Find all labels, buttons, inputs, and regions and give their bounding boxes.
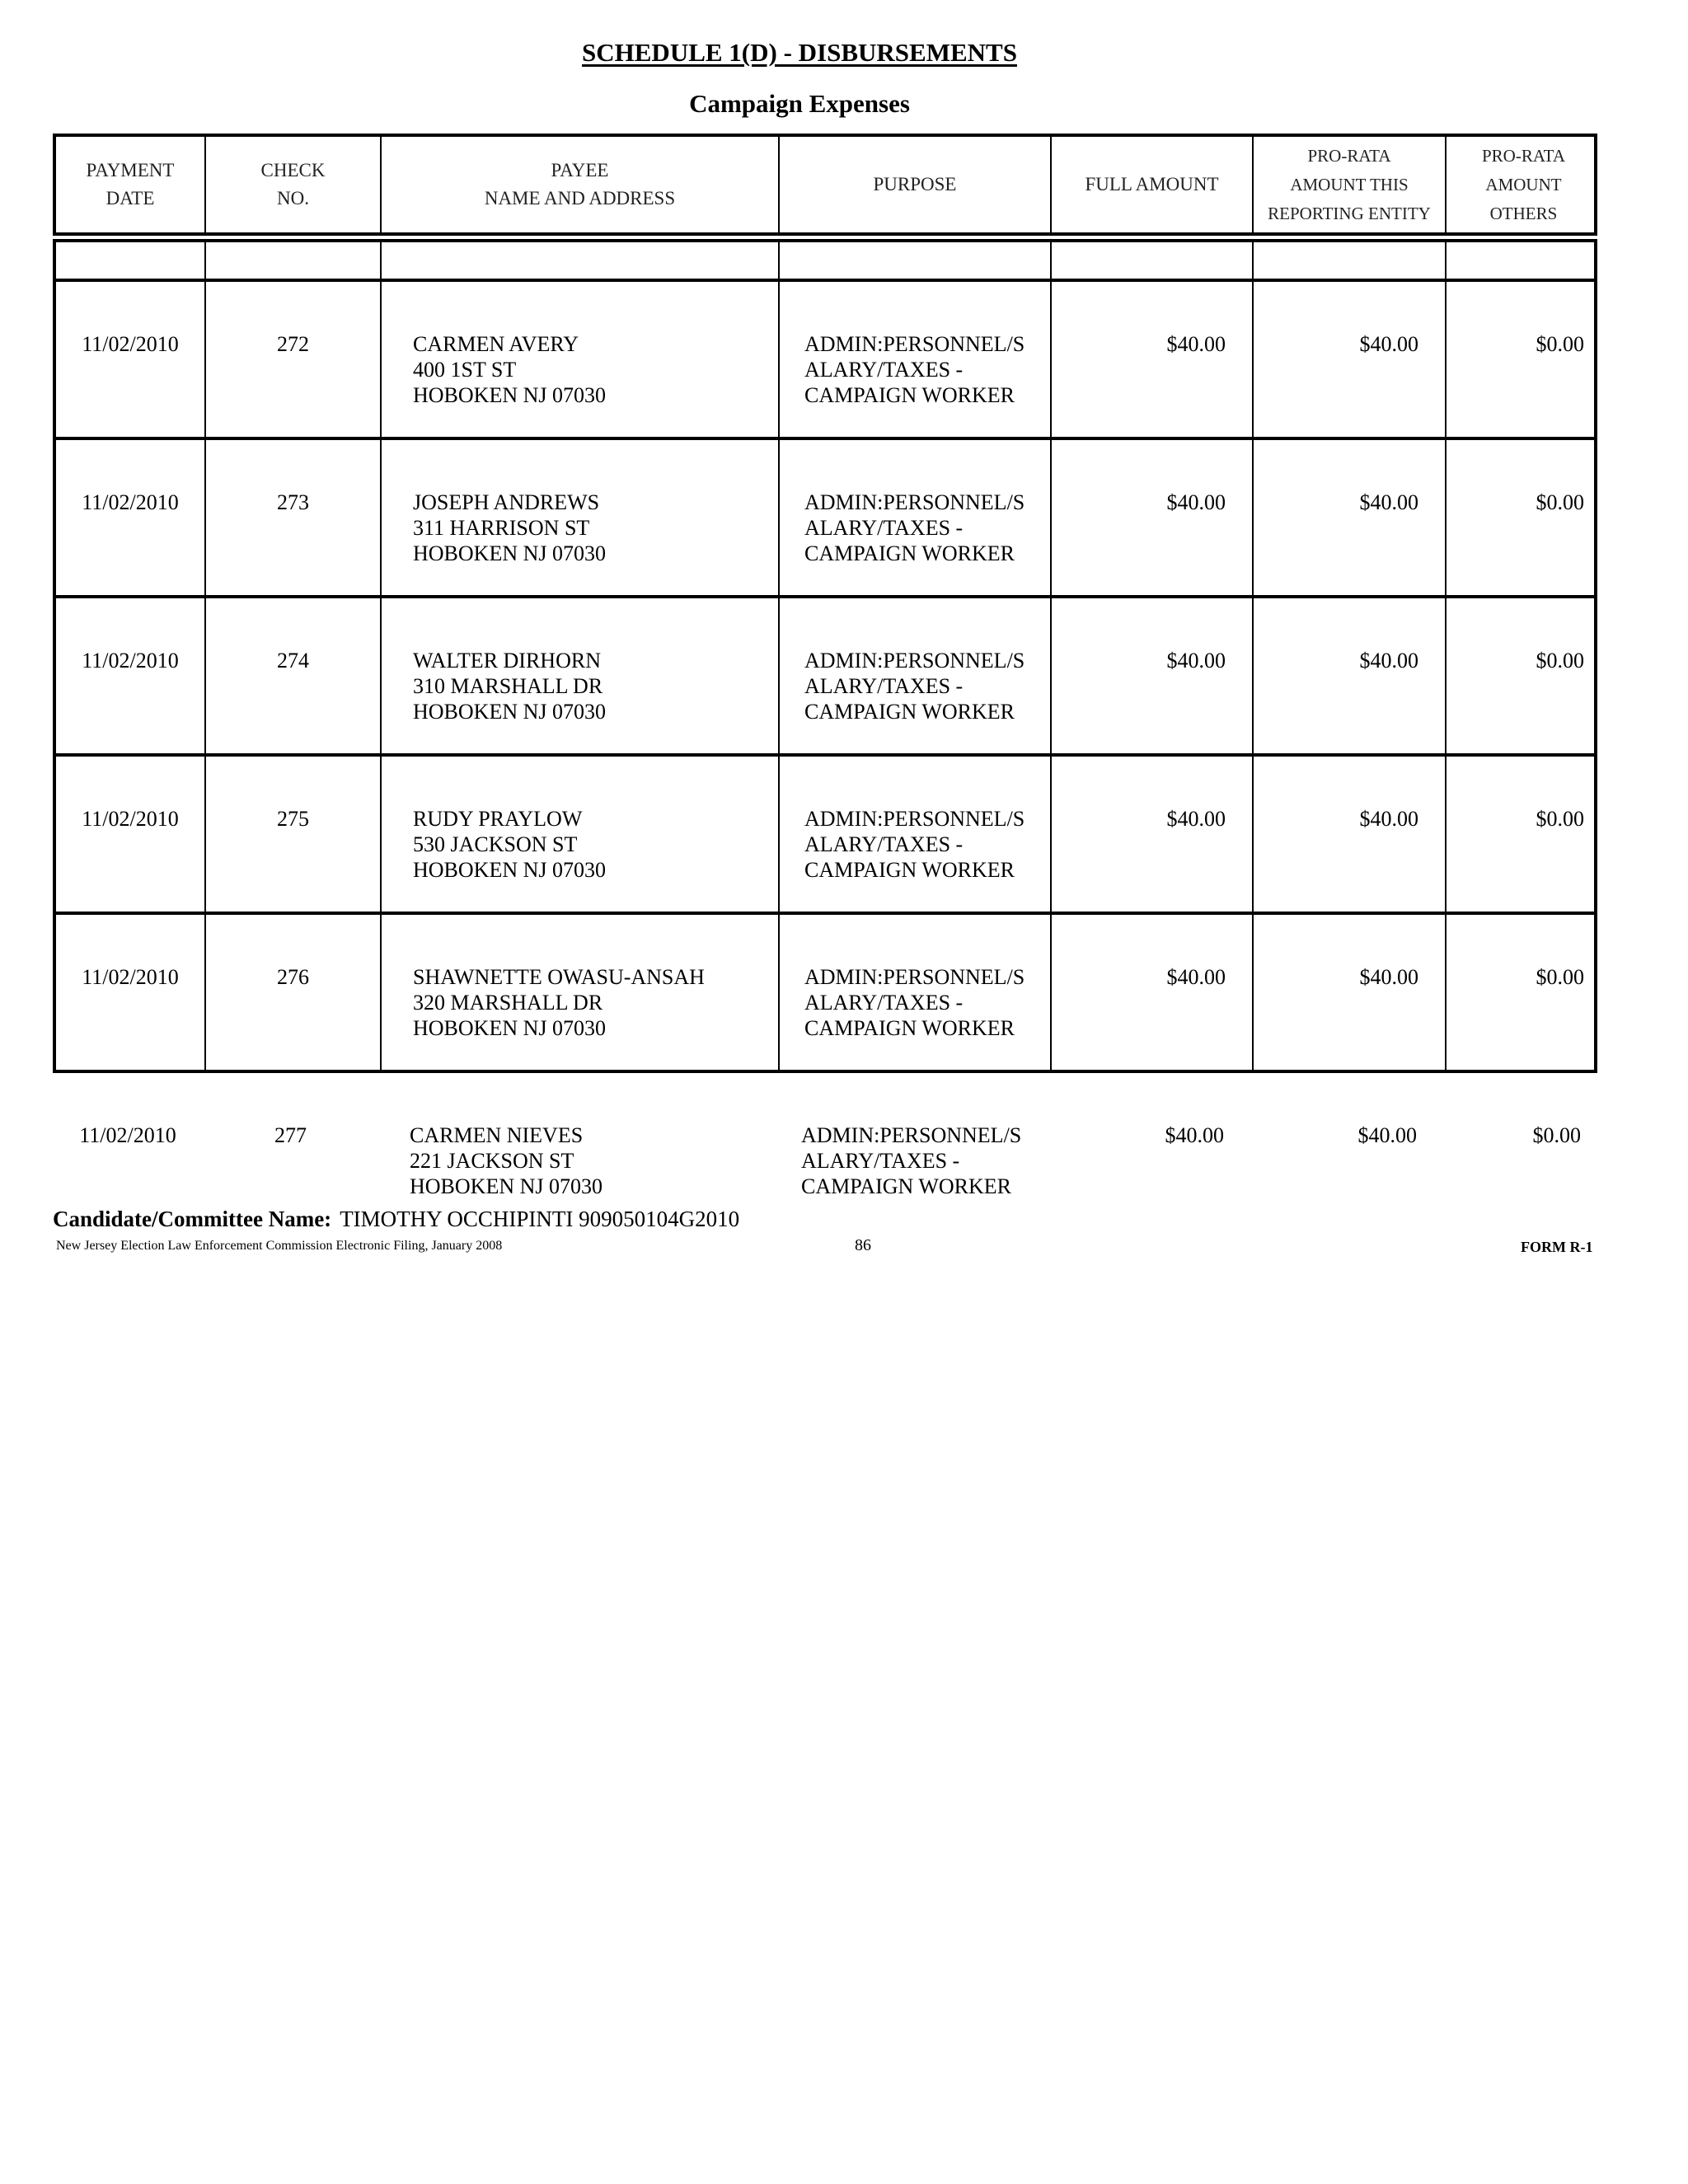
pro-rata-this-cell: $40.00 [1254,440,1447,595]
pro-rata-others-cell: $0.00 [1536,490,1584,514]
check-no-cell: 274 [206,598,382,753]
schedule-title: SCHEDULE 1(D) - DISBURSEMENTS [582,38,1017,67]
table-row [53,440,1597,598]
check-no-cell: 277 [274,1123,307,1147]
payment-date-cell: 11/02/2010 [56,915,206,1070]
payment-date-cell: 11/02/2010 [56,757,206,912]
header-check-no: CHECK NO. [206,137,382,232]
purpose-cell: ADMIN:PERSONNEL/S ALARY/TAXES - CAMPAIGN WORKER [780,282,1052,437]
payee-cell: SHAWNETTE OWASU-ANSAH 320 MARSHALL DR HOBOKEN NJ 07030 [382,915,780,1070]
table-row [53,757,1597,915]
header-purpose: PURPOSE [780,137,1052,232]
table-header-row [53,134,1597,236]
payee-cell: JOSEPH ANDREWS 311 HARRISON ST HOBOKEN NJ 07030 [382,440,780,595]
table-row [53,915,1597,1073]
pro-rata-others-cell: $0.00 [1536,332,1584,356]
header-pro-rata-others: PRO-RATA AMOUNT OTHERS [1481,145,1565,223]
purpose-cell: ADMIN:PERSONNEL/S ALARY/TAXES - CAMPAIGN WORKER [780,440,1052,595]
payment-date-cell: 11/02/2010 [79,1123,176,1147]
payment-date-cell: 11/02/2010 [56,440,206,595]
pro-rata-this-cell: $40.00 [1254,598,1447,753]
form-id: FORM R-1 [1521,1239,1593,1255]
table-row [53,598,1597,757]
pro-rata-this-cell: $40.00 [1357,1123,1417,1147]
payee-cell: CARMEN AVERY 400 1ST ST HOBOKEN NJ 07030 [382,282,780,437]
purpose-cell: ADMIN:PERSONNEL/S ALARY/TAXES - CAMPAIGN WORKER [780,598,1052,753]
table-row [53,282,1597,440]
payee-cell: WALTER DIRHORN 310 MARSHALL DR HOBOKEN NJ 07030 [382,598,780,753]
purpose-cell: ADMIN:PERSONNEL/S ALARY/TAXES - CAMPAIGN WORKER [780,757,1052,912]
check-no-cell: 272 [206,282,382,437]
header-spacer-row [53,239,1597,282]
header-pro-rata-this: PRO-RATA AMOUNT THIS REPORTING ENTITY [1254,137,1447,232]
payment-date-cell: 11/02/2010 [56,282,206,437]
pro-rata-this-cell: $40.00 [1254,282,1447,437]
committee-name [53,1207,739,1232]
header-payment-date: PAYMENT DATE [56,137,206,232]
header-full-amount: FULL AMOUNT [1052,137,1254,232]
header-payee: PAYEE NAME AND ADDRESS [382,137,780,232]
schedule-subtitle: Campaign Expenses [689,89,910,118]
payment-date-cell: 11/02/2010 [56,598,206,753]
committee-value: TIMOTHY OCCHIPINTI 909050104G2010 [340,1207,740,1231]
disbursements-table [53,134,1597,1231]
payee-cell: CARMEN NIEVES 221 JACKSON ST HOBOKEN NJ 07030 [410,1123,603,1198]
committee-label: Candidate/Committee Name: [53,1207,332,1231]
pro-rata-this-cell: $40.00 [1254,915,1447,1070]
full-amount-cell: $40.00 [1052,915,1254,1070]
filing-note: New Jersey Election Law Enforcement Commission Electronic Filing, January 2008 [56,1239,503,1253]
pro-rata-this-cell: $40.00 [1254,757,1447,912]
full-amount-cell: $40.00 [1052,282,1254,437]
full-amount-cell: $40.00 [1052,757,1254,912]
pro-rata-others-cell: $0.00 [1536,649,1584,673]
purpose-cell: ADMIN:PERSONNEL/S ALARY/TAXES - CAMPAIGN WORKER [801,1123,1022,1198]
payee-cell: RUDY PRAYLOW 530 JACKSON ST HOBOKEN NJ 07030 [382,757,780,912]
page-number: 86 [855,1236,871,1254]
pro-rata-others-cell: $0.00 [1532,1123,1581,1147]
full-amount-cell: $40.00 [1052,440,1254,595]
purpose-cell: ADMIN:PERSONNEL/S ALARY/TAXES - CAMPAIGN WORKER [780,915,1052,1070]
pro-rata-others-cell: $0.00 [1536,965,1584,989]
check-no-cell: 273 [206,440,382,595]
pro-rata-others-cell: $0.00 [1536,807,1584,831]
check-no-cell: 276 [206,915,382,1070]
full-amount-cell: $40.00 [1052,598,1254,753]
check-no-cell: 275 [206,757,382,912]
full-amount-cell: $40.00 [1165,1123,1224,1147]
